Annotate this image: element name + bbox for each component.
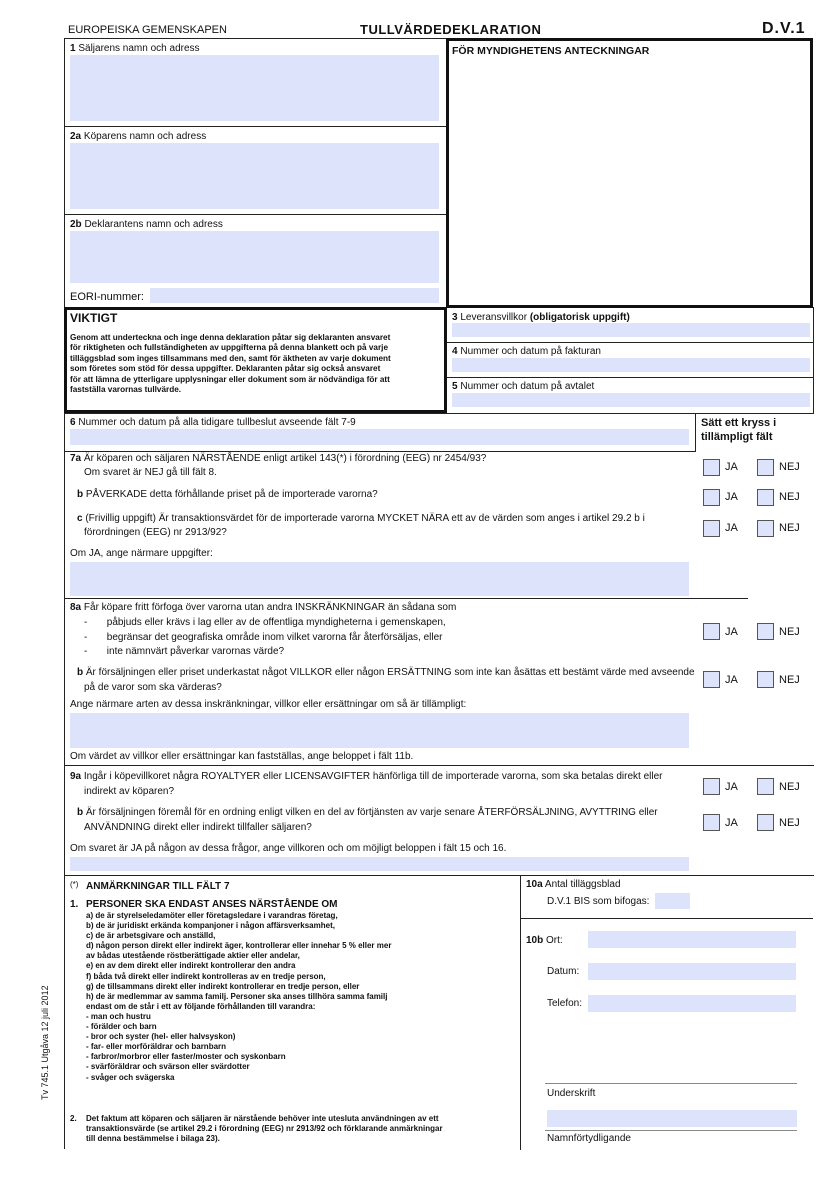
divider: [64, 598, 748, 599]
notes-p1-num: 1.: [70, 899, 79, 910]
yes-label: JA: [725, 781, 738, 793]
yes-label: JA: [725, 817, 738, 829]
divider: [64, 451, 696, 452]
q9a-yes-checkbox[interactable]: [703, 778, 720, 795]
q7b-no-checkbox[interactable]: [757, 489, 774, 506]
place-input[interactable]: [588, 931, 796, 948]
field-2b-label: 2b Deklarantens namn och adress: [70, 219, 223, 230]
field-10a-sub: D.V.1 BIS som bifogas:: [547, 896, 650, 907]
signature-line: [545, 1083, 797, 1084]
field-3-label: 3 Leveransvillkor (obligatorisk uppgift): [452, 312, 630, 323]
q8a-yes-checkbox[interactable]: [703, 623, 720, 640]
seller-name-input[interactable]: [70, 55, 439, 121]
field-10b-num: 10b: [526, 935, 544, 946]
divider: [64, 765, 814, 766]
q9b-yes-checkbox[interactable]: [703, 814, 720, 831]
important-text: Genom att underteckna och inge denna deklaration påtar sig deklaranten ansvaret för riktigheten och fullständigheten av uppgifterna på denna blankett och på varje tilläggsblad som inges tillsammans med den, samt för äktheten av varje dokument som företes som stöd för dessa uppgifter. Deklaranten påtar sig också ansvaret för att lämna de ytterligare upplysningar eller dokument som är nödvändiga för att fastställa varornas tullvärde.: [70, 333, 391, 395]
authority-notes-box: [446, 38, 813, 308]
name-line: [545, 1130, 797, 1131]
declarant-name-input[interactable]: [70, 231, 439, 283]
no-label: NEJ: [779, 674, 800, 686]
header-union: EUROPEISKA GEMENSKAPEN: [68, 24, 227, 36]
no-label: NEJ: [779, 491, 800, 503]
notes-p1-list: a) de är styrelseledamöter eller företagsledare i varandras företag, b) de är juridiskt erkända kompanjoner i någon affärsverksamhet, c) de är arbetsgivare och anställd, d) någon person direkt eller indirekt äger, kontrollerar eller innehar 5 % eller mer av bådas utestående röstberättigade aktier eller andelar, e) en av dem direkt eller indirekt kontrollerar den andra f) båda två direkt eller indirekt kontrolleras av en tredje person, g) de tillsammans direkt eller indirekt kontrollerar en tredje person, eller h) de är medlemmar av samma familj. Personer ska anses tillhöra samma familj endast om de står i ett av följande förhållanden till varandra: - man och hustru - förälder och barn - bror och syster (hel- eller halvsyskon) - far- eller morföräldrar och barnbarn - farbror/morbror eller faster/moster och syskonbarn - svärföräldrar och svärson eller svärdotter - svåger och svägerska: [86, 911, 392, 1082]
field-4-label: 4 Nummer och datum på fakturan: [452, 346, 601, 357]
field-1-label: 1 Säljarens namn och adress: [70, 43, 200, 54]
form-version: Tv 745.1 Utgåva 12 juli 2012: [40, 985, 50, 1100]
no-label: NEJ: [779, 817, 800, 829]
form-code: D.V.1: [762, 20, 806, 37]
q8-details-input[interactable]: [70, 713, 689, 748]
phone-input[interactable]: [588, 995, 796, 1012]
name-clarification-input[interactable]: [547, 1110, 797, 1127]
invoice-number-input[interactable]: [452, 358, 810, 372]
q8a-no-checkbox[interactable]: [757, 623, 774, 640]
date-input[interactable]: [588, 963, 796, 980]
yes-label: JA: [725, 522, 738, 534]
field-10a-label: 10a Antal tilläggsblad: [526, 879, 621, 890]
q9-footer: Om svaret är JA på någon av dessa frågor, ange villkoren och om möjligt beloppen i fält 15 och 16.: [70, 843, 507, 854]
q7a-note: Om svaret är NEJ gå till fält 8.: [84, 467, 217, 478]
eori-label: EORI-nummer:: [70, 291, 144, 303]
contract-number-input[interactable]: [452, 393, 810, 407]
q9b-no-checkbox[interactable]: [757, 814, 774, 831]
buyer-name-input[interactable]: [70, 143, 439, 209]
q8a-list: - påbjuds eller krävs i lag eller av de offentliga myndigheterna i gemenskapen, - begränsar det geografiska område inom vilket varorna får återförsäljas, eller - inte nämnvärt påverkar varornas värde?: [84, 617, 446, 657]
q9a-text: 9a Ingår i köpevillkoret några ROYALTYER eller LICENSAVGIFTER hänförliga till de importerade varorna, som ska betalas direkt eller: [70, 771, 663, 782]
divider: [64, 126, 448, 127]
divider: [64, 413, 65, 1149]
q9a-no-checkbox[interactable]: [757, 778, 774, 795]
q7a-text: 7a Är köparen och säljaren NÄRSTÅENDE enligt artikel 143(*) i förordning (EEG) nr 2454/93?: [70, 453, 487, 464]
q7-details-input[interactable]: [70, 562, 689, 596]
q7a-no-checkbox[interactable]: [757, 459, 774, 476]
q8b-no-checkbox[interactable]: [757, 671, 774, 688]
no-label: NEJ: [779, 626, 800, 638]
q9-details-input[interactable]: [70, 857, 689, 871]
divider: [521, 918, 813, 919]
q8b-yes-checkbox[interactable]: [703, 671, 720, 688]
notes-p2-text: Det faktum att köparen och säljaren är närstående behöver inte utesluta användningen av ett transaktionsvärde (se artikel 29.2 i förordning (EEG) nr 2913/92 och förklarande anmärkningar till denna bestämmelse i bilaga 23).: [86, 1114, 443, 1144]
eori-input[interactable]: [150, 288, 439, 303]
q9b-text: b Är försäljningen föremål för en ordning enligt vilken en del av förtjänsten av varje senare ÅTERFÖRSÄLJNING, AVYTTRING eller: [77, 807, 658, 818]
notes-p1-title: PERSONER SKA ENDAST ANSES NÄRSTÅENDE OM: [86, 899, 338, 910]
q8b-text: b Är försäljningen eller priset underkastat något VILLKOR eller någon ERSÄTTNING som inte kan åsättas ett bestämt värde med avseende: [77, 667, 695, 678]
notes-title: ANMÄRKNINGAR TILL FÄLT 7: [86, 881, 230, 892]
place-label: Ort:: [546, 935, 563, 946]
q7b-yes-checkbox[interactable]: [703, 489, 720, 506]
no-label: NEJ: [779, 781, 800, 793]
divider: [64, 413, 814, 414]
delivery-terms-input[interactable]: [452, 323, 810, 337]
notes-marker: (*): [70, 880, 79, 889]
q7b-text: b PÅVERKADE detta förhållande priset på de importerade varorna?: [77, 489, 378, 500]
q8-footer: Om värdet av villkor eller ersättningar kan fastställas, ange beloppet i fält 11b.: [70, 751, 414, 762]
q7-details-label: Om JA, ange närmare uppgifter:: [70, 548, 213, 559]
q7c-yes-checkbox[interactable]: [703, 520, 720, 537]
yes-label: JA: [725, 674, 738, 686]
divider: [813, 307, 814, 413]
important-title: VIKTIGT: [70, 311, 118, 325]
field-6-label: 6 Nummer och datum på alla tidigare tullbeslut avseende fält 7-9: [70, 417, 356, 428]
q9b-text-2: ANVÄNDNING direkt eller indirekt tillfaller säljaren?: [84, 822, 312, 833]
divider: [64, 38, 448, 39]
mark-hint: Sätt ett kryss i tillämpligt fält: [701, 417, 777, 443]
field-2a-label: 2a Köparens namn och adress: [70, 131, 207, 142]
no-label: NEJ: [779, 461, 800, 473]
notes-p2-num: 2.: [70, 1114, 77, 1123]
divider: [695, 413, 696, 452]
q8b-text-2: på de varor som ska värderas?: [84, 682, 222, 693]
yes-label: JA: [725, 491, 738, 503]
phone-label: Telefon:: [547, 998, 583, 1009]
attachments-count-input[interactable]: [655, 893, 690, 909]
q8-details-label: Ange närmare arten av dessa inskränkningar, villkor eller ersättningar om så är tillämpligt:: [70, 699, 467, 710]
q7c-text: c (Frivillig uppgift) Är transaktionsvärdet för de importerade varorna MYCKET NÄRA ett av de värden som anges i artikel 29.2 b i: [77, 513, 645, 524]
q7c-no-checkbox[interactable]: [757, 520, 774, 537]
name-clarification-label: Namnförtydligande: [547, 1133, 631, 1144]
q9a-text-2: indirekt av köparen?: [84, 786, 175, 797]
no-label: NEJ: [779, 522, 800, 534]
divider: [520, 875, 521, 1150]
yes-label: JA: [725, 461, 738, 473]
divider: [64, 875, 814, 876]
date-label: Datum:: [547, 966, 580, 977]
signature-label: Underskrift: [547, 1088, 596, 1099]
form-title: TULLVÄRDEDEKLARATION: [360, 22, 542, 37]
field-5-label: 5 Nummer och datum på avtalet: [452, 381, 595, 392]
authority-notes-label: FÖR MYNDIGHETENS ANTECKNINGAR: [452, 45, 650, 57]
divider: [447, 342, 814, 343]
divider: [64, 214, 448, 215]
q7c-text-2: förordningen (EEG) nr 2913/92?: [84, 527, 227, 538]
prior-decisions-input[interactable]: [70, 429, 689, 445]
divider: [447, 377, 814, 378]
q8a-text: 8a Får köpare fritt förfoga över varorna utan andra INSKRÄNKNINGAR än sådana som: [70, 602, 457, 613]
yes-label: JA: [725, 626, 738, 638]
q7a-yes-checkbox[interactable]: [703, 459, 720, 476]
